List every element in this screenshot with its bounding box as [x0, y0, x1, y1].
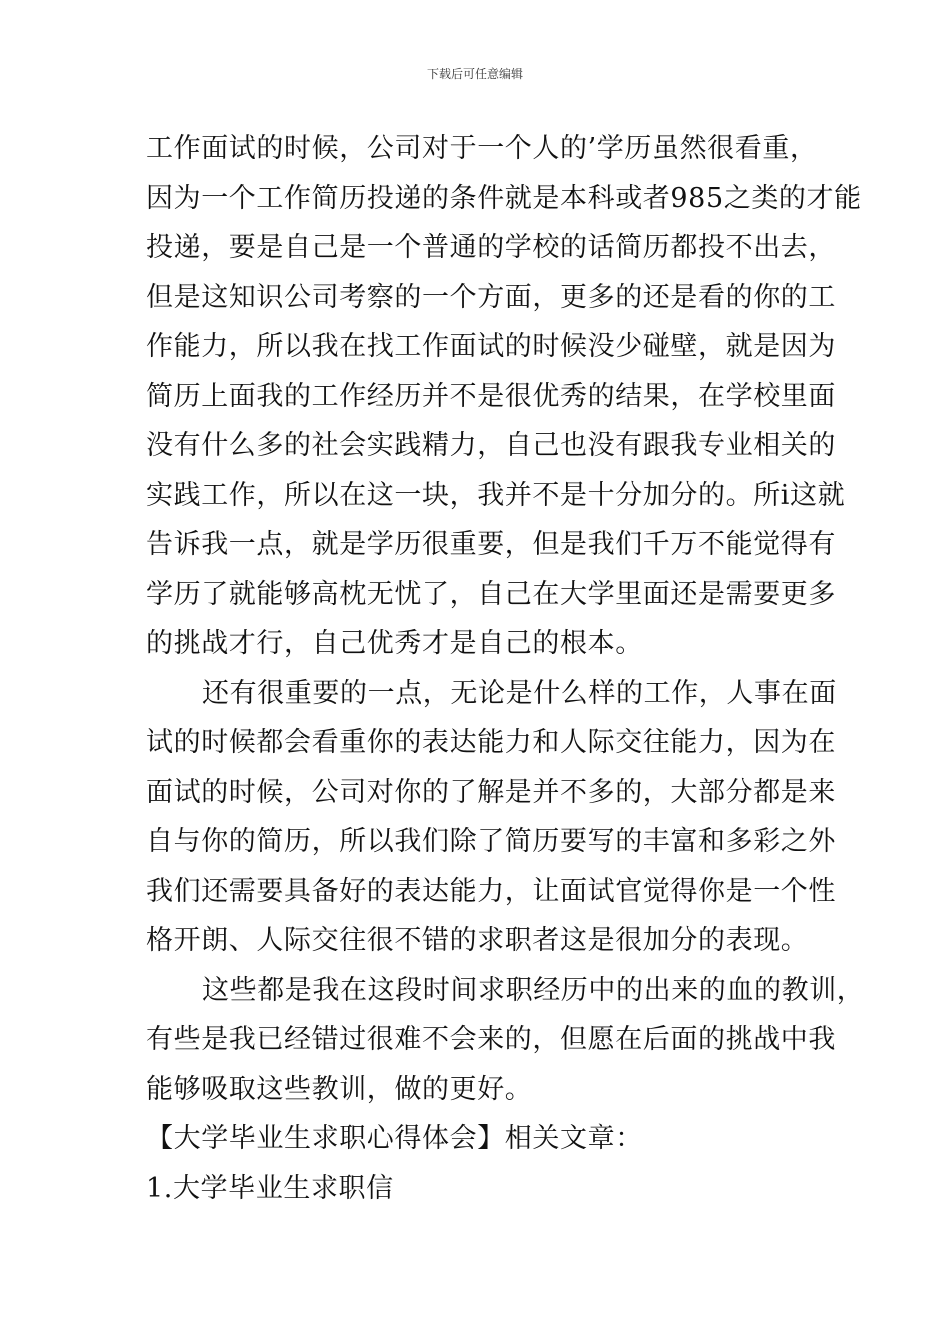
text-line: 能够吸取这些教训，做的更好。 — [146, 1073, 533, 1105]
text-line: 但是这知识公司考察的一个方面，更多的还是看的你的工 — [146, 281, 836, 313]
paragraph-first-line: 还有很重要的一点，无论是什么样的工作，人事在面 — [202, 677, 837, 709]
text-line: 投递，要是自己是一个普通的学校的话简历都投不出去， — [146, 232, 836, 263]
text-line: 自与你的简历，所以我们除了简历要写的丰富和多彩之外 — [146, 826, 836, 857]
text-line: 没有什么多的社会实践精力，自己也没有跟我专业相关的 — [146, 430, 836, 461]
related-article-link[interactable]: 1.大学毕业生求职信 — [146, 1172, 394, 1204]
text-line: 因为一个工作简历投递的条件就是本科或者985之类的才能 — [146, 182, 862, 214]
text-line: 实践工作，所以在这一块，我并不是十分加分的。所i这就 — [146, 479, 846, 511]
text-line: 格开朗、人际交往很不错的求职者这是很加分的表现。 — [146, 925, 809, 956]
text-line: 告诉我一点，就是学历很重要，但是我们千万不能觉得有 — [146, 529, 836, 560]
related-articles-heading: 【大学毕业生求职心得体会】相关文章： — [146, 1123, 643, 1154]
text-line: 学历了就能够高枕无忧了，自己在大学里面还是需要更多 — [146, 578, 836, 610]
text-line: 工作面试的时候，公司对于一个人的’学历虽然很看重， — [146, 133, 818, 164]
text-line: 的挑战才行，自己优秀才是自己的根本。 — [146, 628, 643, 659]
text-line: 面试的时候，公司对你的了解是并不多的，大部分都是来 — [146, 776, 836, 808]
text-line: 我们还需要具备好的表达能力，让面试官觉得你是一个性 — [146, 875, 836, 907]
text-line: 简历上面我的工作经历并不是很优秀的结果，在学校里面 — [146, 380, 836, 412]
page-header-note: 下载后可任意编辑 — [426, 67, 523, 81]
paragraph-first-line: 这些都是我在这段时间求职经历中的出来的血的教训， — [202, 974, 865, 1006]
document-body — [146, 124, 865, 1213]
text-line: 试的时候都会看重你的表达能力和人际交往能力，因为在 — [146, 727, 836, 758]
text-line: 有些是我已经错过很难不会来的，但愿在后面的挑战中我 — [146, 1024, 836, 1055]
text-line: 作能力，所以我在找工作面试的时候没少碰壁，就是因为 — [146, 331, 836, 362]
